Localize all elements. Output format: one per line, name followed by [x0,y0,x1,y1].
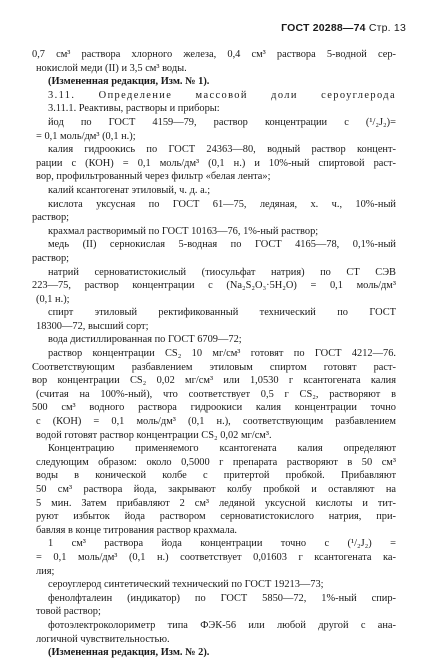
text-line: медь (II) сернокислая 5-водная по ГОСТ 4165—78, 0,1%-ный [48,239,396,251]
text-line: нокислой меди (II) и 3,5 см³ воды. [36,62,187,74]
text-line: 5 мин. Затем прибавляют 2 см³ ледяной уксусной кислоты и тит- [36,497,396,509]
text-line: 0,7 см³ раствора хлорного железа, 0,4 см³ раствора 5-водной сер- [32,49,396,60]
text-line: вода дистиллированная по ГОСТ 6709—72; [48,334,242,346]
text-line: водой готовят раствор концентрации CS₂ 0,02 мг/см³. [36,429,272,441]
text-line: руют избыток йода раствором серноватистокислого натрия, при- [36,511,396,523]
text-line: раствор; [32,252,70,264]
text-line: 500 см³ водного раствора гидроокиси калия концентрации точно [32,402,396,414]
text-line: 3.11.1. Реактивы, растворы и приборы: [48,103,220,115]
text-line: натрий серноватистокислый (тиосульфат натрия) по СТ СЭВ [48,266,396,278]
text-line: калий ксантогенат этиловый, ч. д. а.; [48,184,211,196]
standard-number: ГОСТ 20288—74 [281,22,366,34]
text-line: сероуглерод синтетический технический по ГОСТ 19213—73; [48,579,324,591]
text-line: фотоэлектроколориметр типа ФЭК-56 или любой другой с ана- [48,619,396,631]
text-line: (0,1 н.); [36,293,70,305]
text-line: Концентрацию применяемого ксантогената калия определяют [48,443,396,455]
text-line: крахмал растворимый по ГОСТ 10163—76, 1%-ный раствор; [48,225,319,237]
text-line: Соответствующим разбавлением этиловым спиртом готовят раст- [32,361,396,373]
text-line: с (КОН) = 0,1 моль/дм³ (0,1 н.), соответствующим разбавлением [36,416,396,428]
text-line: (считая на 100%-ный), что соответствует 0,5 г CS₂, растворяют в [36,388,396,400]
text-line: раствор концентрации CS₂ 10 мг/см³ готовят по ГОСТ 4212—76. [48,348,396,360]
text-line: (Измененная редакция, Изм. № 2). [48,647,210,659]
text-line: = 0,1 моль/дм³ (0,1 н.) соответствует 0,01603 г ксантогената ка- [36,551,396,563]
text-line: (Измененная редакция, Изм. № 1). [48,76,210,88]
text-line: 1 см³ раствора йода концентрации точно с (¹/₂J₂) = [48,538,396,550]
text-line: бавляя в конце титрования раствор крахмала. [36,524,238,536]
text-line: спирт этиловый ректификованный технический по ГОСТ [48,307,396,319]
text-line: кислота уксусная по ГОСТ 61—75, ледяная, х. ч., 10%-ный [48,198,396,210]
text-line: вор концентрации CS₂ 0,02 мг/см³ или 1,0530 г ксантогената калия [32,375,396,387]
text-line: вор, профильтрованный через фильтр «белая лента»; [36,171,271,183]
text-line: 3.11. Определение массовой доли сероуглерода [48,89,396,101]
text-line: фенолфталеин (индикатор) по ГОСТ 5850—72, 1%-ный спир- [48,592,396,604]
text-line: 223—75, раствор концентрации с (Na₂S₂O₃·5H₂O) = 0,1 моль/дм³ [32,280,396,292]
text-line: лия; [36,565,55,577]
text-line: воды в конической колбе с притертой пробкой. Прибавляют [36,470,396,482]
text-line: следующим образом: около 0,5000 г препарата растворяют в 50 см³ [36,456,396,468]
text-line: калия гидроокись по ГОСТ 24363—80, водный раствор концент- [48,144,396,156]
text-line: логичной чувствительностью. [36,633,170,645]
text-line: = 0,1 моль/дм³ (0,1 н.); [36,130,136,142]
page-number: Стр. 13 [368,22,406,34]
text-line: 18300—72, высший сорт; [36,320,149,332]
text-line: раствор; [32,212,70,224]
text-line: йод по ГОСТ 4159—79, раствор концентрации с (¹/₂J₂)= [48,116,396,128]
document-body [32,48,396,660]
page-header [281,22,406,34]
text-line: товой раствор; [36,606,101,618]
text-line: 50 см³ раствора йода, закрывают колбу пробкой и оставляют на [36,484,396,495]
text-line: рации с (КОН) = 0,1 моль/дм³ (0,1 н.) и 10%-ный спиртовой раст- [36,157,396,169]
